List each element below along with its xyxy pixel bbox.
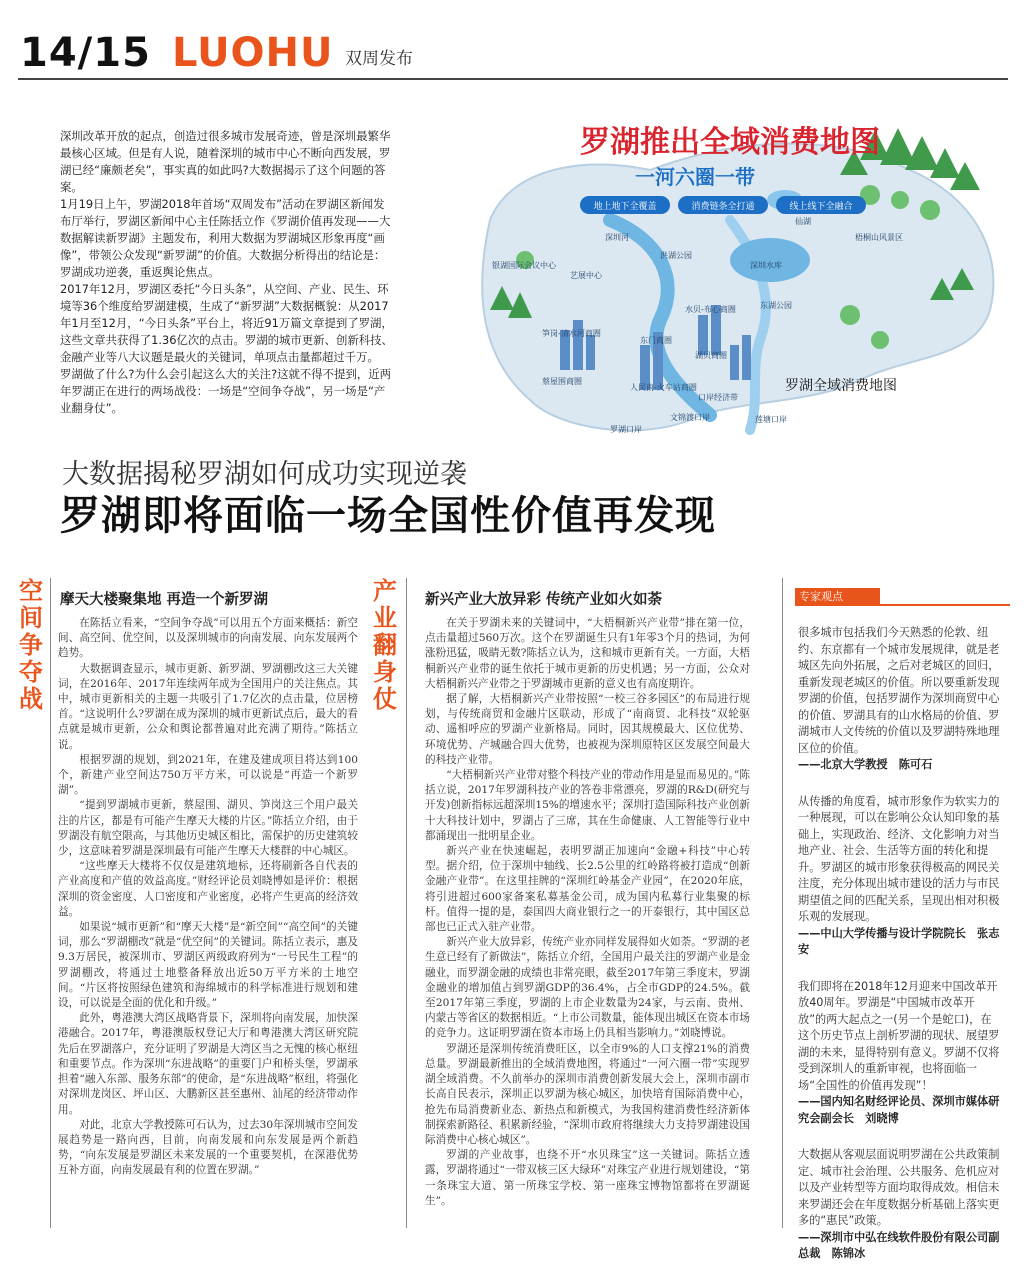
consumption-map [430,100,1010,445]
map-reservoir [730,238,810,282]
map-label: 东门商圈 [640,336,672,345]
expert-byline: ——国内知名财经评论员、深圳市媒体研究会副会长 刘晓博 [798,1095,1000,1125]
map-pill: 地上地下全覆盖 [593,202,657,212]
headline: 罗湖即将面临一场全国性价值再发现 [60,493,716,539]
page-numbers: 14/15 [20,30,151,76]
expert-rule [795,604,1010,606]
body-paragraph: 在陈括立看来，“空间争夺战”可以用五个方面来概括：新空间、高空间、优空间，以及深圳城市的向南发展、向东发展两个趋势。 [58,617,358,660]
body-paragraph: 罗湖的产业故事，也绕不开“水贝珠宝”这一关键词。陈括立透露，罗湖将通过“一带双核三区大绿环”对珠宝产业进行规划建设，“第一条珠宝大道、第一所珠宝学校、第一座珠宝博物馆都将在罗湖诞生”。 [425,1149,750,1207]
map-label: 深圳水库 [750,261,782,270]
section1-heading: 摩天大楼聚集地 再造一个新罗湖 [60,592,269,608]
map-label: 洪湖公园 [660,251,692,260]
map-caption: 罗湖全域消费地图 [785,378,897,394]
map-label: 银湖国际会议中心 [492,261,556,270]
body-paragraph: 如果说“城市更新”和“摩天大楼”是“新空间”“高空间”的关键词，那么“罗湖棚改”就是“优空间”的关键词。陈括立表示，惠及9.3万居民，被深圳市、罗湖区两级政府列为“一号民生工程”的罗湖棚改，将通过土地整备释放出近50万平方米的土地空间。“片区将按照绿色建筑和海绵城市的科学标准进行规划和建设，可以说是全面的优化和升级。” [58,921,358,1010]
body-paragraph: 罗湖还是深圳传统消费旺区，以全市9%的人口支撑21%的消费总量。罗湖最新推出的全域消费地图，将通过“一河六圈一带”实现罗湖全域消费。不久前举办的深圳市消费创新发展大会上，深圳市副市长高自民表示，深圳正以罗湖为核心城区，加快培育国际消费中心，抢先布局消费新业态、新热点和新模式，为我国构建消费性经济新体制探索新路径、积累新经验，“深圳市政府将继续大力支持罗湖建设国际消费中心核心城区”。 [425,1042,750,1146]
page-header [0,0,1024,80]
map-label: 口岸经济带 [698,393,738,402]
brand-subtitle: 双周发布 [345,49,413,69]
expert-quote: 大数据从客观层面说明罗湖在公共政策制定、城市社会治理、公共服务、危机应对以及产业转型等方面均取得成效。相信未来罗湖还会在年度数据分析基础上落实更多的“惠民”政策。 [798,1148,1000,1227]
map-label: 人民南-火车站商圈 [630,383,697,392]
map-pill: 消费链条全打通 [691,202,755,212]
body-paragraph: 根据罗湖的规划，到2021年，在建及建成项目将达到100个，新建产业空间达750万平方米，可以说是“再造一个新罗湖”。 [58,753,358,797]
expert-byline: ——北京大学教授 陈可石 [798,758,933,771]
map-label: 文锦渡口岸 [670,413,710,422]
section2-rule [406,578,407,1228]
expert-tag: 专家观点 [795,588,880,605]
section2-heading: 新兴产业大放异彩 传统产业如火如荼 [425,592,663,608]
column-divider [782,578,783,1228]
map-label: 深圳河 [605,233,629,242]
expert-byline: ——深圳市中弘在线软件股份有限公司副总裁 陈锦冰 [798,1230,1000,1260]
body-paragraph: 新兴产业在快速崛起，表明罗湖正加速向“金融+科技”中心转型。据介绍，位于深圳中轴线、长2.5公里的红岭路将被打造成“创新金融产业带”。在这里挂牌的“深圳红岭基金产业园”，在2020年底，将引进超过600家备案私募基金公司，成为国内私募行业集聚的标杆。值得一提的是，泰国四大商业银行之一的开泰银行，其中国区总部也已正式入驻产业带。 [425,845,750,934]
intro-text [60,128,395,417]
brand-title: LUOHU [172,30,334,76]
body-paragraph: 大数据调查显示，城市更新、新罗湖、罗湖棚改这三大关键词，在2016年、2017年连续两年成为全国用户的关注焦点。其中，城市更新相关的主题一共吸引了1.7亿次的点击量，位居榜首。“这说明什么?罗湖在成为深圳的城市更新试点后，最大的看点就是城市更新，公众和舆论都普遍对此充满了期待。”陈括立说。 [58,662,358,751]
map-label: 蔡屋围商圈 [542,377,582,386]
map-label: 湖贝商圈 [695,351,727,360]
map-title: 罗湖推出全域消费地图 [580,125,880,160]
intro-paragraph: 罗湖做了什么?为什么会引起这么大的关注?这就不得不提到，近两年罗湖正在进行的两场战役：一场是“空间争夺战”，另一场是“产业翻身仗”。 [60,367,392,415]
intro-paragraph: 深圳改革开放的起点，创造过很多城市发展奇迹，曾是深圳最繁华最核心区域。但是有人说，随着深圳的城市中心不断向西发展，罗湖已经“廉颇老矣”，事实真的如此吗?大数据揭示了这个问题的答案。 [60,129,391,194]
map-label: 莲塘口岸 [755,415,787,424]
body-paragraph: 对此，北京大学教授陈可石认为，过去30年深圳城市空间发展趋势是一路向西，目前，向南发展和向东发展是两个新趋势，“向东发展是罗湖区未来发展的一个重要契机，在深港优势互补方面，向南发展最有利的位置在罗湖。” [58,1118,358,1177]
body-paragraph: “提到罗湖城市更新，蔡屋围、湖贝、笋岗这三个用户最关注的片区，都是有可能产生摩天大楼的片区。”陈括立介绍，由于罗湖没有航空限高，与其他历史城区相比，需保护的历史建筑较少，这意味着罗湖是深圳最有可能产生摩天大楼群的中心城区。 [58,799,358,858]
section1-body [58,616,358,1179]
section2-tag: 产业翻身仗 [373,577,397,713]
body-paragraph: 据了解，大梧桐新兴产业带按照“一校三谷多园区”的布局进行规划，与传统商贸和金融片区联动，形成了“南商贸、北科技”双轮驱动、遥相呼应的罗湖产业新格局。同时，因其规模最大、区位优势、环境优势、产城融合四大优势，也被视为深圳原特区区发展空间最大的科技产业带。 [425,693,750,766]
map-label: 东湖公园 [760,301,792,310]
expert-quote: 我们即将在2018年12月迎来中国改革开放40周年。罗湖是“中国城市改革开放”的两大起点之一(另一个是蛇口)，在这个历史节点上剖析罗湖的现状、展望罗湖的未来，显得特别有意义。罗湖不仅将受到深圳人的重新审视，也将面临一场“全国性的价值再发现”！ [798,979,1000,1092]
section1-tag: 空间争夺战 [19,577,43,713]
header-rule [18,78,1008,80]
map-subtitle: 一河六圈一带 [635,165,755,189]
body-paragraph: “大梧桐新兴产业带对整个科技产业的带动作用是显而易见的。”陈括立说，2017年罗湖科技产业的答卷非常漂亮，罗湖的R&D(研究与开发)创新指标远超深圳15%的增速水平；深圳打造国际科技产业创新十大科技计划中，罗湖占了三席，其在生命健康、人工智能等行业中都涌现出一批明星企业。 [425,769,750,842]
body-paragraph: “这些摩天大楼将不仅仅是建筑地标，还将刷新各自代表的产业高度和产值的效益高度。”财经评论员刘晓博如是评价：根据深圳的资金密度、人口密度和产业密度，必将产生更高的经济效益。 [58,860,358,918]
map-label: 梧桐山风景区 [855,233,903,242]
map-pill: 线上线下全融合 [789,202,853,212]
section1-rule [50,578,51,1228]
map-pills [580,196,866,214]
expert-byline: ——中山大学传播与设计学院院长 张志安 [798,926,1000,956]
section2-body [425,616,750,1209]
body-paragraph: 新兴产业大放异彩，传统产业亦同样发展得如火如荼。“罗湖的老生意已经有了新做法”，陈括立介绍，全国用户最关注的罗湖产业是金融业，而罗湖金融的成绩也非常亮眼，截至2017年第三季度末，罗湖金融业的增加值占到罗湖GDP的36.4%，占全市GDP的24.5%。截至2017年第三季度，罗湖的上市企业数量为24家，与云南、贵州、内蒙古等省区的数据相近。“上市公司数量，能体现出城区在资本市场的竞争力。这证明罗湖在资本市场上仍具相当影响力。”刘晓博说。 [425,936,750,1040]
intro-paragraph: 1月19日上午，罗湖2018年首场“双周发布”活动在罗湖区新闻发布厅举行，罗湖区新闻中心主任陈括立作《罗湖价值再发现——大数据解读新罗湖》主题发布，利用大数据为罗湖城区形象再度“画像”，带领公众发现“新罗湖”的价值。大数据分析得出的结论是：罗湖成功逆袭，重返舆论焦点。 [60,197,391,279]
body-paragraph: 在关于罗湖未来的关键词中，“大梧桐新兴产业带”排在第一位，点击量超过560万次。这个在罗湖诞生只有1年零3个月的热词，为何涨粉迅猛，吸睛无数?陈括立认为，这和城市更新有关。一方面，大梧桐新兴产业带的诞生依托于城市更新的历史机遇；另一方面，公众对大梧桐新兴产业带之于罗湖城市更新的意义也有高度期许。 [425,617,750,690]
map-label: 水贝-布心商圈 [685,305,736,314]
expert-quote: 从传播的角度看，城市形象作为软实力的一种展现，可以在影响公众认知印象的基础上，实现政治、经济、文化影响力对当地产业、社会、生活等方面的转化和提升。罗湖区的城市形象获得极高的网民关注度，充分体现出城市建设的活力与市民期望值之间的匹配关系，呈现出相对积极乐观的发展现。 [798,794,1000,923]
intro-paragraph: 2017年12月，罗湖区委托“今日头条”，从空间、产业、民生、环境等36个维度给罗湖建模，生成了“新罗湖”大数据概貌：从2017年1月至12月，“今日头条”平台上，将近91万篇文章提到了罗湖，这些文章共获得了1.36亿次的点击。罗湖的城市更新、创新科技、金融产业等八大议题是最火的关键词，单项点击量都超过千万。 [60,282,393,364]
expert-opinions [798,625,1000,1271]
kicker: 大数据揭秘罗湖如何成功实现逆袭 [62,459,467,490]
map-label: 罗湖口岸 [610,425,642,434]
map-label: 笋岗-清水河商圈 [542,329,601,338]
map-label: 仙湖 [795,217,811,226]
map-label: 艺展中心 [570,271,602,280]
body-paragraph: 此外，粤港澳大湾区战略背景下，深圳将向南发展，加快深港融合。2017年，粤港澳版权登记大厅和粤港澳大湾区研究院先后在罗湖落户，充分证明了罗湖是大湾区当之无愧的核心枢纽和重要节点。作为深圳“东进战略”的重要门户和桥头堡，罗湖承担着“融入东部、服务东部”的使命，是“东进战略”枢纽，将强化对深圳龙岗区、坪山区、大鹏新区甚至惠州、汕尾的经济带动作用。 [58,1012,358,1116]
expert-quote: 很多城市包括我们今天熟悉的伦敦、纽约、东京都有一个城市发展规律，就是老城区先向外拓展，之后对老城区的回归，重新发现老城区的价值。所以要重新发现罗湖的价值，包括罗湖作为深圳商贸中心的价值、罗湖具有的山水格局的价值、罗湖城市人文传统的价值以及罗湖特殊地理区位的价值。 [798,626,1000,755]
